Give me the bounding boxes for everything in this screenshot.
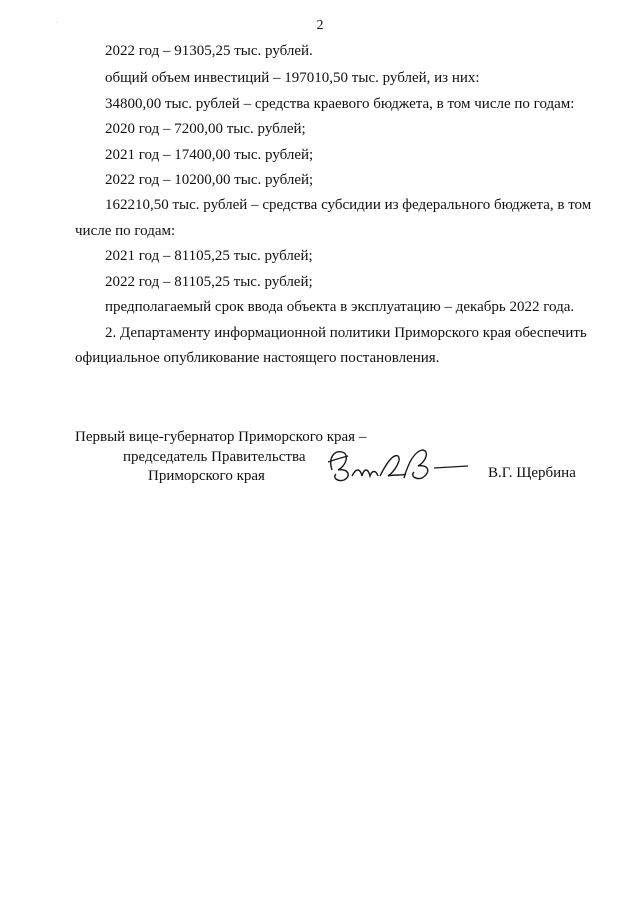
body-line-9: 2021 год – 81105,25 тыс. рублей; xyxy=(105,248,313,264)
handwritten-signature xyxy=(318,440,478,490)
signatory-title-line2: председатель Правительства xyxy=(123,449,306,465)
body-line-5: 2021 год – 17400,00 тыс. рублей; xyxy=(105,147,314,163)
signatory-title-line3: Приморского края xyxy=(148,468,265,484)
body-line-3: 34800,00 тыс. рублей – средства краевого бюджета, в том числе по годам: xyxy=(105,96,575,112)
scan-mark: · xyxy=(56,20,58,26)
body-line-6: 2022 год – 10200,00 тыс. рублей; xyxy=(105,172,314,188)
page-number: 2 xyxy=(316,18,324,33)
body-line-1: 2022 год – 91305,25 тыс. рублей. xyxy=(105,43,313,59)
signatory-name: В.Г. Щербина xyxy=(488,465,576,481)
body-line-4: 2020 год – 7200,00 тыс. рублей; xyxy=(105,121,306,137)
body-line-11: предполагаемый срок ввода объекта в эксплуатацию – декабрь 2022 года. xyxy=(105,299,575,315)
body-line-7: 162210,50 тыс. рублей – средства субсидии из федерального бюджета, в том xyxy=(105,197,592,213)
signatory-title-line1: Первый вице-губернатор Приморского края – xyxy=(75,429,367,445)
body-line-8: числе по годам: xyxy=(75,223,176,239)
body-line-13: официальное опубликование настоящего постановления. xyxy=(75,350,440,366)
body-line-10: 2022 год – 81105,25 тыс. рублей; xyxy=(105,274,313,290)
body-line-2: общий объем инвестиций – 197010,50 тыс. рублей, из них: xyxy=(105,70,480,86)
body-line-12: 2. Департаменту информационной политики Приморского края обеспечить xyxy=(105,325,587,341)
